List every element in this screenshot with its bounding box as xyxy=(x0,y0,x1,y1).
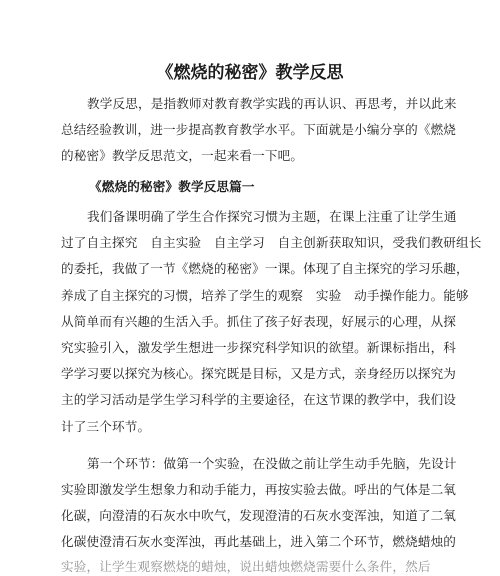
paragraph2-line-5-cut: 实验，让学生观察燃烧的蜡烛，说出蜡烛燃烧需要什么条件，然后 xyxy=(61,559,431,574)
intro-line-3: 的秘密》教学反思范文，一起来看一下吧。 xyxy=(61,148,304,163)
paragraph1-line-6: 究实验引入，激发学生想进一步探究科学知识的欲望。新课标指出，科 xyxy=(61,340,457,355)
paragraph2-line-1: 第一个环节：做第一个实验，在没做之前让学生动手先脑，先设计 xyxy=(87,456,457,471)
paragraph1-line-9: 计了三个环节。 xyxy=(61,419,151,434)
paragraph1-line-3: 的委托，我做了一节《燃烧的秘密》一课。体现了自主探究的学习乐趣， xyxy=(61,261,469,276)
paragraph2-line-4: 化碳使澄清石灰水变浑浊，再此基础上，进入第二个环节，燃烧蜡烛的 xyxy=(61,534,457,549)
paragraph2-line-2: 实验即激发学生想象力和动手能力，再按实验去做。呼出的气体是二氧 xyxy=(61,482,457,497)
section-heading: 《燃烧的秘密》教学反思篇一 xyxy=(89,179,255,194)
paragraph1-line-7: 学学习要以探究为核心。探究既是目标，又是方式，亲身经历以探究为 xyxy=(61,366,457,381)
intro-line-2: 总结经验教训，进一步提高教育教学水平。下面就是小编分享的《燃烧 xyxy=(61,122,457,137)
paragraph1-line-2: 过了自主探究 自主实验 自主学习 自主创新获取知识，受我们教研组长 xyxy=(61,235,482,250)
paragraph1-line-5: 从简单而有兴趣的生活入手。抓住了孩子好表现，好展示的心理，从探 xyxy=(61,314,457,329)
paragraph1-line-1: 我们备课明确了学生合作探究习惯为主题，在课上注重了让学生通 xyxy=(87,209,457,224)
paragraph1-line-8: 主的学习活动是学生学习科学的主要途径，在这节课的教学中，我们设 xyxy=(61,392,457,407)
intro-line-1: 教学反思，是指教师对教育教学实践的再认识、再思考，并以此来 xyxy=(87,96,457,111)
paragraph2-line-3: 化碳，向澄清的石灰水中吹气，发现澄清的石灰水变浑浊，知道了二氧 xyxy=(61,508,457,523)
page-title: 《燃烧的秘密》教学反思 xyxy=(156,63,344,83)
paragraph1-line-4: 养成了自主探究的习惯，培养了学生的观察 实验 动手操作能力。能够 xyxy=(61,288,469,303)
